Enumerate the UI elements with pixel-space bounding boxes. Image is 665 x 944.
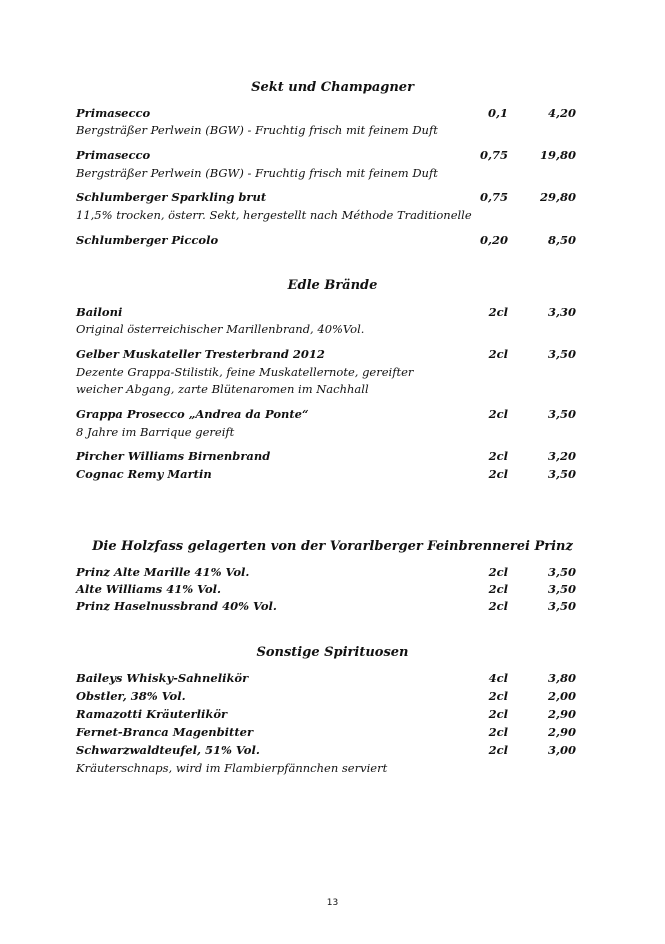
item-price: 3,00	[547, 743, 576, 757]
menu-item	[76, 582, 581, 598]
menu-item	[76, 449, 581, 465]
item-price: 3,50	[547, 467, 576, 481]
item-name: Schwarzwaldteufel, 51% Vol.	[76, 743, 260, 757]
item-name: Baileys Whisky-Sahnelikör	[76, 671, 249, 685]
menu-item	[76, 743, 581, 759]
item-name: Alte Williams 41% Vol.	[76, 582, 222, 596]
item-quantity: 2cl	[488, 582, 508, 596]
item-name: Grappa Prosecco „Andrea da Ponte“	[76, 407, 309, 421]
item-quantity: 0,75	[479, 148, 508, 162]
item-quantity: 2cl	[488, 467, 508, 481]
item-quantity: 2cl	[488, 689, 508, 703]
item-name: Prinz Alte Marille 41% Vol.	[76, 565, 250, 579]
item-price: 2,90	[547, 725, 576, 739]
item-quantity: 2cl	[488, 565, 508, 579]
menu-item	[76, 347, 581, 363]
item-price: 4,20	[547, 106, 576, 120]
item-name: Bailoni	[76, 305, 123, 319]
item-description: Bergsträßer Perlwein (BGW) - Fruchtig frisch mit feinem Duft	[76, 123, 438, 137]
menu-item	[76, 190, 581, 206]
section-title-edle-braende: Edle Brände	[287, 278, 378, 293]
item-quantity: 0,1	[487, 106, 508, 120]
menu-item	[76, 233, 581, 249]
item-name: Primasecco	[76, 148, 151, 162]
item-description: 11,5% trocken, österr. Sekt, hergestellt nach Méthode Traditionelle	[76, 208, 472, 222]
item-quantity: 2cl	[488, 743, 508, 757]
item-description: Kräuterschnaps, wird im Flambierpfännchen serviert	[76, 761, 388, 775]
item-price: 3,20	[547, 449, 576, 463]
menu-item	[76, 407, 581, 423]
item-name: Schlumberger Piccolo	[76, 233, 219, 247]
menu-item	[76, 305, 581, 321]
item-price: 3,50	[547, 347, 576, 361]
item-name: Fernet-Branca Magenbitter	[76, 725, 254, 739]
menu-item	[76, 689, 581, 705]
item-name: Ramazotti Kräuterlikör	[76, 707, 228, 721]
item-price: 3,50	[547, 599, 576, 613]
item-price: 3,30	[547, 305, 576, 319]
item-quantity: 2cl	[488, 347, 508, 361]
item-quantity: 0,20	[479, 233, 508, 247]
section-title-sonstige: Sonstige Spirituosen	[256, 645, 409, 660]
item-name: Pircher Williams Birnenbrand	[76, 449, 271, 463]
menu-item	[76, 467, 581, 483]
item-quantity: 0,75	[479, 190, 508, 204]
menu-item	[76, 725, 581, 741]
menu-item	[76, 106, 581, 122]
item-price: 3,80	[547, 671, 576, 685]
menu-item	[76, 671, 581, 687]
item-price: 3,50	[547, 407, 576, 421]
item-price: 2,90	[547, 707, 576, 721]
menu-item	[76, 148, 581, 164]
item-price: 2,00	[547, 689, 576, 703]
item-name: Gelber Muskateller Tresterbrand 2012	[76, 347, 325, 361]
item-price: 3,50	[547, 565, 576, 579]
item-price: 8,50	[547, 233, 576, 247]
item-name: Obstler, 38% Vol.	[76, 689, 186, 703]
menu-item	[76, 565, 581, 581]
item-name: Schlumberger Sparkling brut	[76, 190, 267, 204]
item-name: Prinz Haselnussbrand 40% Vol.	[76, 599, 277, 613]
item-description: 8 Jahre im Barrique gereift	[76, 425, 235, 439]
item-quantity: 2cl	[488, 449, 508, 463]
item-name: Primasecco	[76, 106, 151, 120]
item-quantity: 2cl	[488, 599, 508, 613]
item-description: Original österreichischer Marillenbrand, 40%Vol.	[76, 322, 365, 336]
item-quantity: 2cl	[488, 725, 508, 739]
item-description: Bergsträßer Perlwein (BGW) - Fruchtig frisch mit feinem Duft	[76, 166, 438, 180]
item-quantity: 2cl	[488, 305, 508, 319]
item-quantity: 2cl	[488, 407, 508, 421]
item-price: 19,80	[539, 148, 576, 162]
item-price: 3,50	[547, 582, 576, 596]
section-title-sekt: Sekt und Champagner	[251, 80, 414, 95]
item-name: Cognac Remy Martin	[76, 467, 212, 481]
menu-item	[76, 707, 581, 723]
section-title-holzfass: Die Holzfass gelagerten von der Vorarlberger Feinbrennerei Prinz	[92, 539, 573, 554]
item-price: 29,80	[539, 190, 576, 204]
item-quantity: 2cl	[488, 707, 508, 721]
item-quantity: 4cl	[488, 671, 508, 685]
item-description: Dezente Grappa-Stilistik, feine Muskatellernote, gereifter weicher Abgang, zarte Blütenaromen im Nachhall	[76, 365, 414, 396]
menu-item	[76, 599, 581, 615]
page-number: 13	[326, 898, 339, 908]
